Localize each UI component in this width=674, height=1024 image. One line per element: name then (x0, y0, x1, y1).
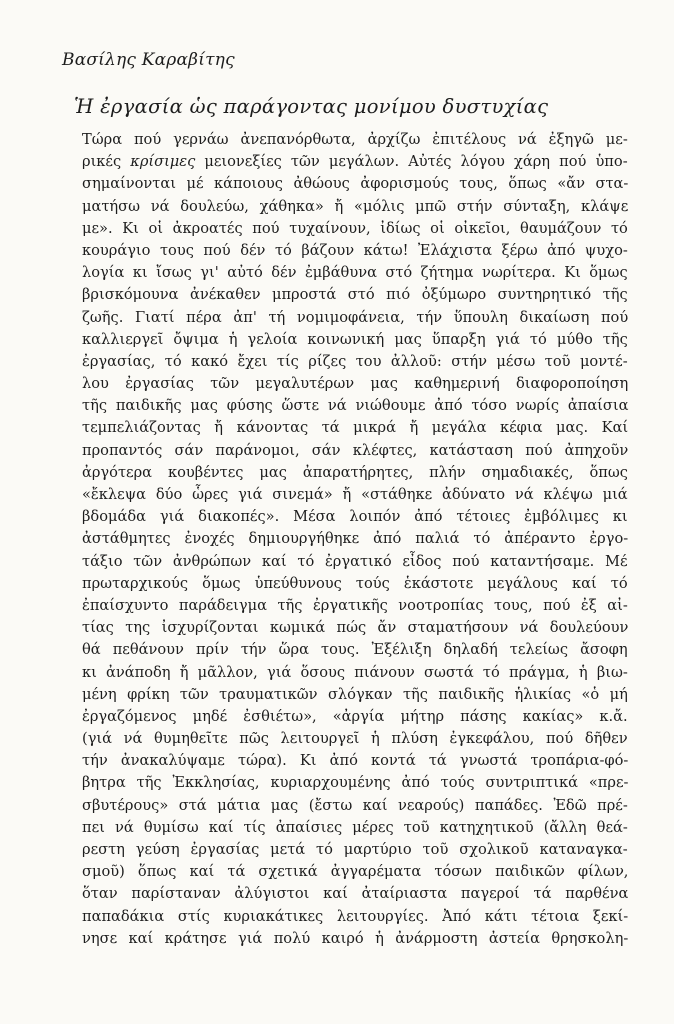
text-line: ἀργότερα κουβέντες μας ἀπαρατήρητες, πλήν σημαδιακές, ὅπως (82, 463, 628, 481)
text-line: νησε καί κράτησε γιά πολύ καιρό ἡ ἀνάρμοστη ἀστεία θρησκολη- (82, 929, 629, 947)
text-line: σμοῦ) ὅπως καί τά σχετικά ἀγγαρέματα τόσων παιδικῶν φίλων, (82, 863, 629, 881)
text-line: λογία κι ἴσως γι' αὐτό δέν ἐμβάθυνα στό ζήτημα νωρίτερα. Κι ὅμως (82, 264, 628, 282)
essay-body (82, 129, 628, 950)
text-line: ἐπαίσχυντο παράδειγμα τῆς ἐργατικῆς νοοτροπίας τους, πού ἐξ αἰ- (82, 596, 628, 614)
text-line: θά πεθάνουν πρίν τήν ὥρα τους. Ἐξέλιξη δηλαδή τελείως ἄσοφη (82, 641, 628, 659)
text-line: ἀστάθμητες ἐνοχές δημιουργήθηκε ἀπό παλιά τό ἀπέραντο ἐργο- (82, 530, 629, 548)
text-line: τήν ἀνακαλύψαμε τώρα). Κι ἀπό κοντά τά γνωστά τροπάρια-φό- (82, 752, 629, 770)
text-line: σημαίνονται μέ κάποιους ἀθώους ἀφορισμούς τους, ὅπως «ἄν στα- (82, 175, 629, 193)
text-line: σβυτέρους» στά μάτια μας (ἔστω καί νεαρούς) παπάδες. Ἐδῶ πρέ- (82, 796, 628, 814)
text-line: βδομάδα γιά διακοπές». Μέσα λοιπόν ἀπό τέτοιες ἐμβόλιμες κι (82, 508, 628, 526)
text-line: κουράγιο τους πού δέν τό βάζουν κάτω! Ἐλάχιστα ξέρω ἀπό ψυχο- (82, 241, 628, 259)
text-line: μένη φρίκη τῶν τραυματικῶν σλόγκαν τῆς παιδικῆς ἡλικίας «ὁ μή (82, 685, 628, 703)
text-line: ρεστη γεύση ἐργασίας μετά τό μαρτύριο τοῦ σχολικοῦ καταναγκα- (82, 841, 628, 858)
text-line: Τώρα πού γερνάω ἀνεπανόρθωτα, ἀρχίζω ἐπιτέλους νά ἐξηγῶ με- (82, 131, 628, 148)
text-line: παπαδάκια στίς κυριακάτικες λειτουργίες. Ἀπό κάτι τέτοια ξεκί- (82, 907, 629, 925)
text-line: πει νά θυμίσω καί τίς ἀπαίσιες μέρες τοῦ κατηχητικοῦ (ἄλλη θεά- (82, 818, 628, 836)
text-line: «ἔκλεψα δύο ὧρες γιά σινεμά» ἤ «στάθηκε ἀδύνατο νά κλέψω μιά (82, 486, 628, 503)
text-line: πρωταρχικούς ὅμως ὑπεύθυνους τούς ἑκάστοτε μεγάλους καί τό (82, 574, 628, 592)
text-line: κι ἀνάποδη ἤ μᾶλλον, γιά ὅσους πιάνουν σωστά τό πράγμα, ἡ βιω- (82, 663, 628, 681)
text-line: ὅταν παρίσταναν ἀλύγιστοι καί ἀταίριαστα παγεροί τά παρθένα (82, 885, 629, 903)
text-line: με». Κι οἱ ἀκροατές πού τυχαίνουν, ἰδίως οἱ οἰκεῖοι, θαυμάζουν τό (82, 219, 628, 237)
text-line: βητρα τῆς Ἐκκλησίας, κυριαρχουμένης ἀπό τούς συντριπτικά «πρε- (82, 774, 629, 792)
author-name: Βασίλης Καραβίτης (62, 50, 235, 70)
text-line: ἐργασίας, τό κακό ἔχει τίς ρίζες του ἀλλοῦ: στήν μέσω τοῦ μοντέ- (82, 352, 628, 370)
text-line: (γιά νά θυμηθεῖτε πῶς λειτουργεῖ ἡ πλύση ἐγκεφάλου, πού δῆθεν (82, 730, 628, 748)
text-line: ζωῆς. Γιατί πέρα ἀπ' τή νομιμοφάνεια, τήν ὕπουλη δικαίωση πού (82, 308, 629, 326)
text-line: προπαντός σάν παράνομοι, σάν κλέφτες, κατάσταση πού ἀπηχοῦν (82, 441, 629, 459)
text-line: ἐργαζόμενος μηδέ ἐσθιέτω», «ἀργία μήτηρ πάσης κακίας» κ.ἄ. (82, 707, 628, 725)
text-line: καλλιεργεῖ ὄψιμα ἡ γελοία κοινωνική μας ὕπαρξη γιά τό μύθο τῆς (82, 330, 628, 348)
text-line: τῆς παιδικῆς μας φύσης ὥστε νά νιώθουμε ἀπό τόσο νωρίς ἀπαίσια (82, 397, 629, 415)
essay-title: Ἡ ἐργασία ὡς παράγοντας μονίμου δυστυχίας (74, 95, 549, 118)
text-line: βρισκόμουνα ἀνέκαθεν μπροστά στό πιό ὀξύμωρο συντηρητικό τῆς (82, 286, 628, 304)
text-line: τάξιο τῶν ἀνθρώπων καί τό ἐργατικό εἶδος πού καταντήσαμε. Μέ (82, 552, 628, 570)
text-line: ματήσω νά δουλεύω, χάθηκα» ἤ «μόλις μπῶ στήν σύνταξη, κλάψε (82, 197, 629, 215)
text-line: ρικές κρίσιμες μειονεξίες τῶν μεγάλων. Αὐτές λόγου χάρη πού ὑπο- (82, 153, 628, 171)
text-line: τίας της ἰσχυρίζονται κωμικά πώς ἄν σταματήσουν νά δουλεύουν (82, 619, 629, 637)
text-line: τεμπελιάζοντας ἤ κάνοντας τά μικρά ἤ μεγάλα κέφια μας. Καί (82, 419, 629, 437)
text-line: λου ἐργασίας τῶν μεγαλυτέρων μας καθημερινή διαφοροποίηση (82, 375, 629, 393)
